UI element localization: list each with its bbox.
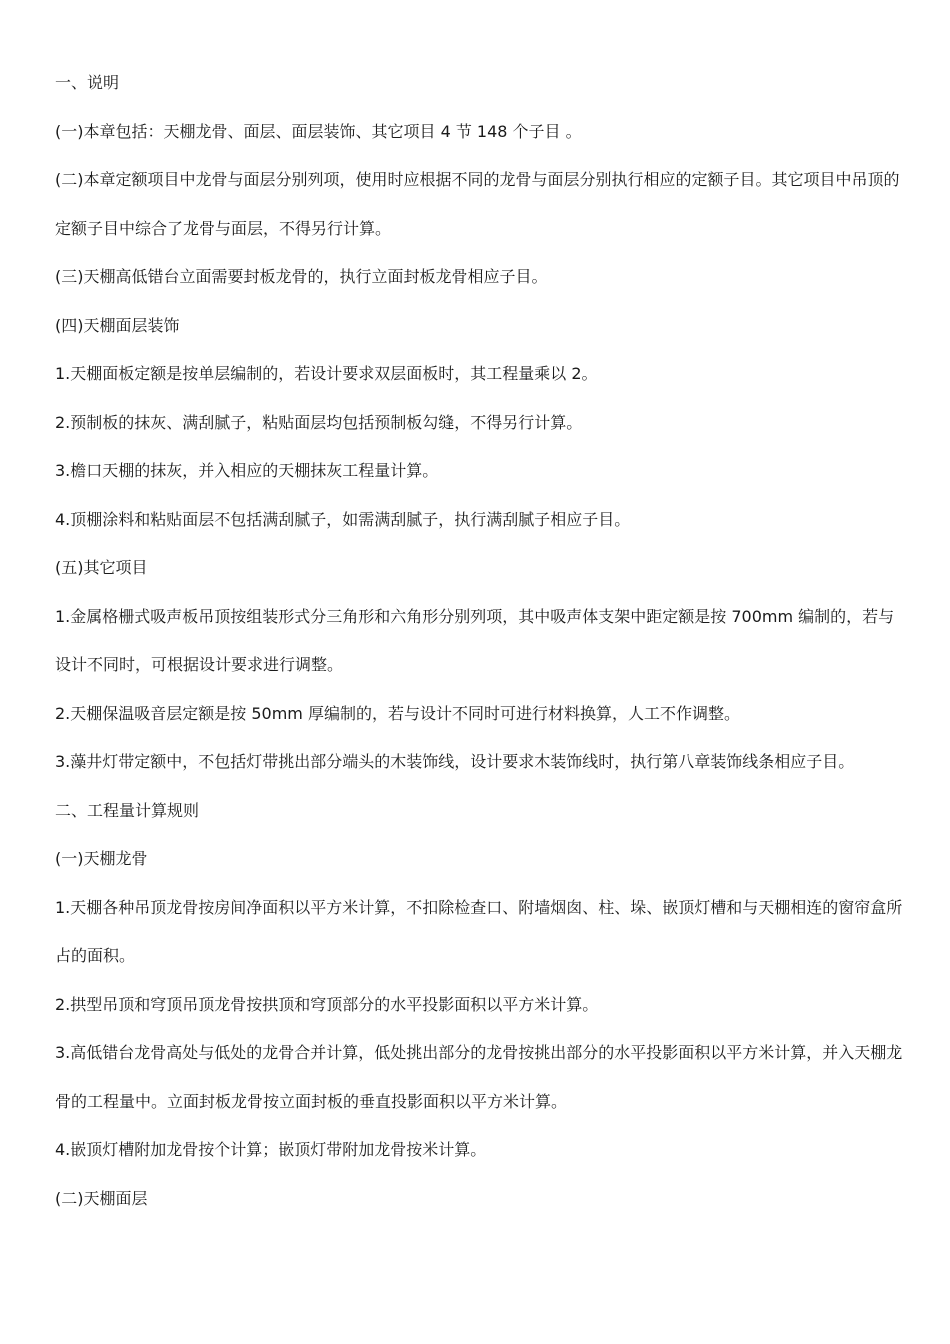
paragraph-insulation-layer: 2.天棚保温吸音层定额是按 50mm 厚编制的，若与设计不同时可进行材料换算，人工不作调整。 (55, 703, 740, 723)
subheading-ceiling-surface: (二)天棚面层 (55, 1188, 148, 1208)
paragraph-rule-4: 4.嵌顶灯槽附加龙骨按个计算；嵌顶灯带附加龙骨按米计算。 (55, 1140, 487, 1159)
paragraph-chapter-scope: (一)本章包括：天棚龙骨、面层、面层装饰、其它项目 4 节 148 个子目 。 (55, 121, 582, 141)
paragraph-rule-1: 1.天棚各种吊顶龙骨按房间净面积以平方米计算，不扣除检查口、附墙烟囱、柱、垛、嵌顶灯槽和与天棚相连的窗帘盒所占的面积。 (55, 897, 903, 965)
paragraph-rule-3: 3.高低错台龙骨高处与低处的龙骨合并计算，低处挑出部分的龙骨按挑出部分的水平投影面积以平方米计算，并入天棚龙骨的工程量中。立面封板龙骨按立面封板的垂直投影面积以平方米计算。 (55, 1043, 903, 1111)
subheading-ceiling-keel: (一)天棚龙骨 (55, 849, 148, 868)
paragraph-item-2: 2.预制板的抹灰、满刮腻子，粘贴面层均包括预制板勾缝，不得另行计算。 (55, 412, 583, 432)
paragraph-item-4: 4.顶棚涂料和粘贴面层不包括满刮腻子，如需满刮腻子，执行满刮腻子相应子目。 (55, 509, 631, 529)
paragraph-metal-grille: 1.金属格栅式吸声板吊顶按组装形式分三角形和六角形分别列项，其中吸声体支架中距定额是按 700mm 编制的，若与设计不同时，可根据设计要求进行调整。 (55, 606, 895, 674)
section-heading-calculation-rules: 二、工程量计算规则 (55, 800, 200, 820)
paragraph-caisson-lightstrip: 3.藻井灯带定额中，不包括灯带挑出部分端头的木装饰线，设计要求木装饰线时，执行第八章装饰线条相应子目。 (55, 752, 855, 771)
paragraph-keel-and-surface: (二)本章定额项目中龙骨与面层分别列项，使用时应根据不同的龙骨与面层分别执行相应的定额子目。其它项目中吊顶的定额子目中综合了龙骨与面层，不得另行计算。 (55, 170, 900, 238)
document-page (55, 59, 907, 1223)
subheading-other-items: (五)其它项目 (55, 558, 148, 577)
paragraph-elevation-board: (三)天棚高低错台立面需要封板龙骨的，执行立面封板龙骨相应子目。 (55, 267, 548, 286)
subheading-surface-decoration: (四)天棚面层装饰 (55, 315, 180, 335)
paragraph-item-3: 3.檐口天棚的抹灰，并入相应的天棚抹灰工程量计算。 (55, 461, 439, 480)
section-heading-explanation: 一、说明 (55, 73, 120, 92)
paragraph-rule-2: 2.拱型吊顶和穹顶吊顶龙骨按拱顶和穹顶部分的水平投影面积以平方米计算。 (55, 994, 599, 1014)
paragraph-item-1: 1.天棚面板定额是按单层编制的，若设计要求双层面板时，其工程量乘以 2。 (55, 364, 598, 383)
